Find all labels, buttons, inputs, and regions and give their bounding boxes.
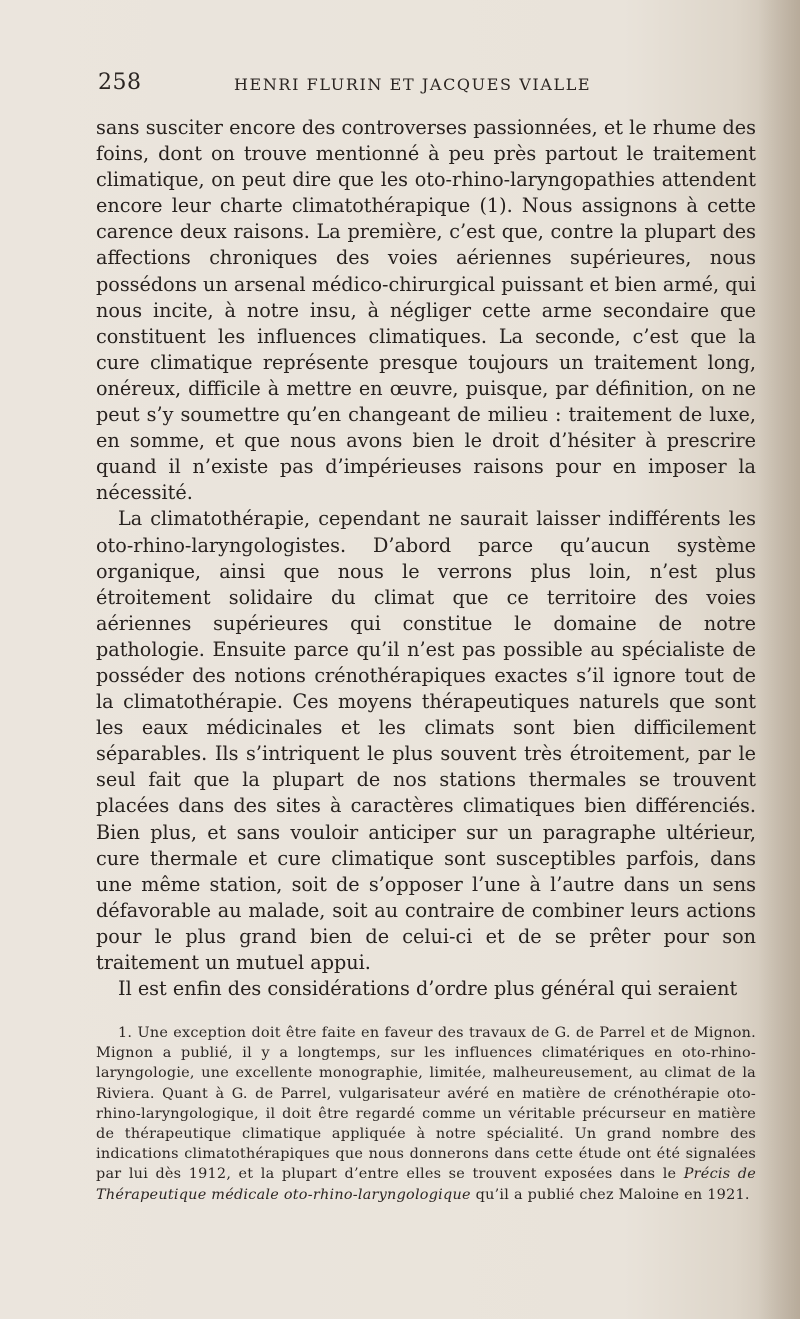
- footnote-mark: 1.: [118, 1025, 133, 1041]
- footnote-text: Une exception doit être faite en faveur des travaux de G. de Parrel et de Mignon. Mignon a publié, il y a longtemps, sur les influences climatériques en oto-rhino-laryngologie, une excellente monographie, limitée, malheureusement, au climat de la Riviera. Quant à G. de Parrel, vulgarisateur avéré en matière de crénothérapie oto-rhino-laryngologique, il doit être regardé comme un véritable précurseur en matière de thérapeutique climatique appliquée à notre spécialité. Un grand nombre des indications climatothérapiques que nous donnerons dans cette étude ont été signalées par lui dès 1912, et la plupart d’entre elles se trouvent exposées dans le: [96, 1025, 756, 1183]
- footnote-text-end: qu’il a publié chez Maloine en 1921.: [475, 1186, 750, 1203]
- page-number: 258: [98, 70, 142, 95]
- footnote-book-title: Précis de Thérapeutique médicale oto-rhino-laryngologique: [96, 1166, 756, 1203]
- paragraph-continuation: sans susciter encore des controverses passionnées, et le rhume des foins, dont on trouve mentionné à peu près partout le traitement climatique, on peut dire que les oto-rhino-laryngopathies attendent encore leur charte climatothérapique (1). Nous assignons à cette carence deux raisons. La première, c’est que, contre la plupart des affections chroniques des voies aériennes supérieures, nous possédons un arsenal médico-chirurgical puissant et bien armé, qui nous incite, à notre insu, à négliger cette arme secondaire que constituent les influences climatiques. La seconde, c’est que la cure climatique représente presque toujours un traitement long, onéreux, difficile à mettre en œuvre, puisque, par définition, on ne peut s’y soumettre qu’en changeant de milieu : traitement de luxe, en somme, et que nous avons bien le droit d’hésiter à prescrire quand il n’existe pas d’impérieuses raisons pour en imposer la nécessité.: [96, 116, 756, 505]
- page-gutter-shadow: [758, 0, 800, 1319]
- running-head: HENRI FLURIN ET JACQUES VIALLE: [234, 75, 592, 94]
- page-header: [98, 70, 748, 100]
- main-text: [96, 115, 756, 1002]
- footnote: [96, 1023, 756, 1205]
- footnote-paragraph: [96, 1023, 756, 1205]
- paragraph-climatotherapie: La climatothérapie, cependant ne saurait laisser indifférents les oto-rhino-laryngologistes. D’abord parce qu’aucun système organique, ainsi que nous le verrons plus loin, n’est plus étroitement solidaire du climat que ce territoire des voies aériennes supérieures qui constitue le domaine de notre pathologie. Ensuite parce qu’il n’est pas possible au spécialiste de posséder des notions crénothérapiques exactes s’il ignore tout de la climatothérapie. Ces moyens thérapeutiques naturels que sont les eaux médicinales et les climats sont bien difficilement séparables. Ils s’intriquent le plus souvent très étroitement, par le seul fait que la plupart de nos stations thermales se trouvent placées dans des sites à caractères climatiques bien différenciés. Bien plus, et sans vouloir anticiper sur un paragraphe ultérieur, cure thermale et cure climatique sont susceptibles parfois, dans une même station, soit de s’opposer l’une à l’autre dans un sens défavorable au malade, soit au contraire de combiner leurs actions pour le plus grand bien de celui-ci et de se prêter pour son traitement un mutuel appui.: [96, 507, 756, 974]
- paragraph-considerations: Il est enfin des considérations d’ordre plus général qui seraient: [118, 977, 738, 1001]
